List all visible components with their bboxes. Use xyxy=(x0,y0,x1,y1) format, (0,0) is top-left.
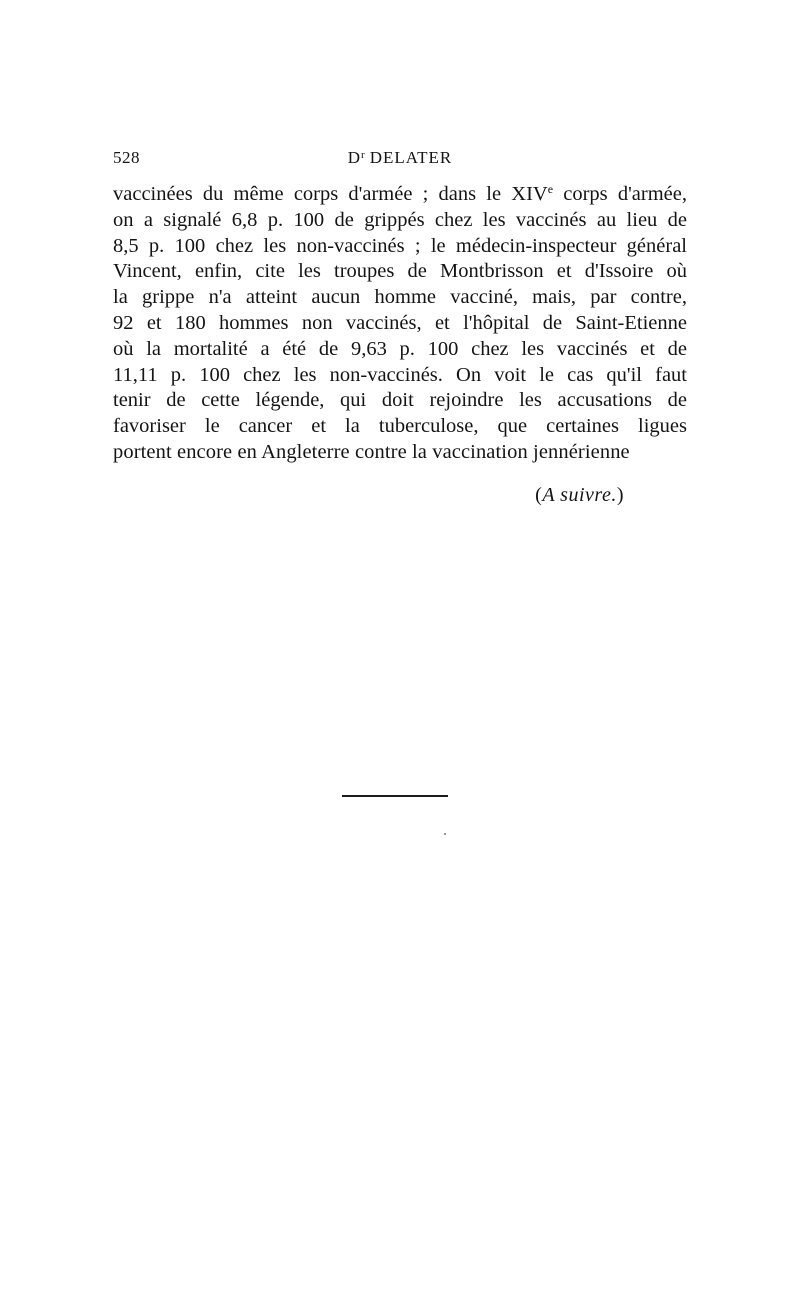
text-line-3: 8,5 p. 100 chez les non-vaccinés ; le médecin-inspecteur général xyxy=(113,234,687,257)
page-number: 528 xyxy=(113,148,140,167)
body-paragraph xyxy=(113,182,687,466)
text-line-1-start: vaccinées du même corps d'armée ; dans le XIV xyxy=(113,183,548,205)
text-line-1-sup: e xyxy=(547,182,554,196)
section-end-rule xyxy=(342,795,448,797)
text-line-10: favoriser le cancer et la tuberculose, que certaines ligues xyxy=(113,415,687,438)
continuation-open-paren: ( xyxy=(535,484,543,506)
text-line-5: la grippe n'a atteint aucun homme vacciné, mais, par contre, xyxy=(113,286,687,309)
running-head xyxy=(113,148,687,172)
print-speck xyxy=(444,833,446,835)
text-line-2: on a signalé 6,8 p. 100 de grippés chez les vaccinés au lieu de xyxy=(113,208,687,231)
text-line-1-end: corps d'armée, xyxy=(553,183,687,205)
continuation-note xyxy=(470,484,624,507)
author-prefix-sup: r xyxy=(361,149,366,161)
author-name: DELATER xyxy=(369,148,453,167)
text-line-7: où la mortalité a été de 9,63 p. 100 chez les vaccinés et de xyxy=(113,337,687,360)
text-line-1 xyxy=(113,182,687,208)
continuation-text: A suivre. xyxy=(542,484,617,506)
continuation-close-paren: ) xyxy=(616,484,624,506)
text-line-6: 92 et 180 hommes non vaccinés, et l'hôpital de Saint-Etienne xyxy=(113,311,687,334)
text-line-8: 11,11 p. 100 chez les non-vaccinés. On voit le cas qu'il faut xyxy=(113,363,687,386)
text-line-4: Vincent, enfin, cite les troupes de Montbrisson et d'Issoire où xyxy=(113,260,687,283)
running-title xyxy=(113,148,687,168)
author-prefix: D xyxy=(347,148,362,167)
text-line-11: portent encore en Angleterre contre la vaccination jennérienne xyxy=(113,440,630,463)
text-line-9: tenir de cette légende, qui doit rejoindre les accusations de xyxy=(113,389,687,412)
